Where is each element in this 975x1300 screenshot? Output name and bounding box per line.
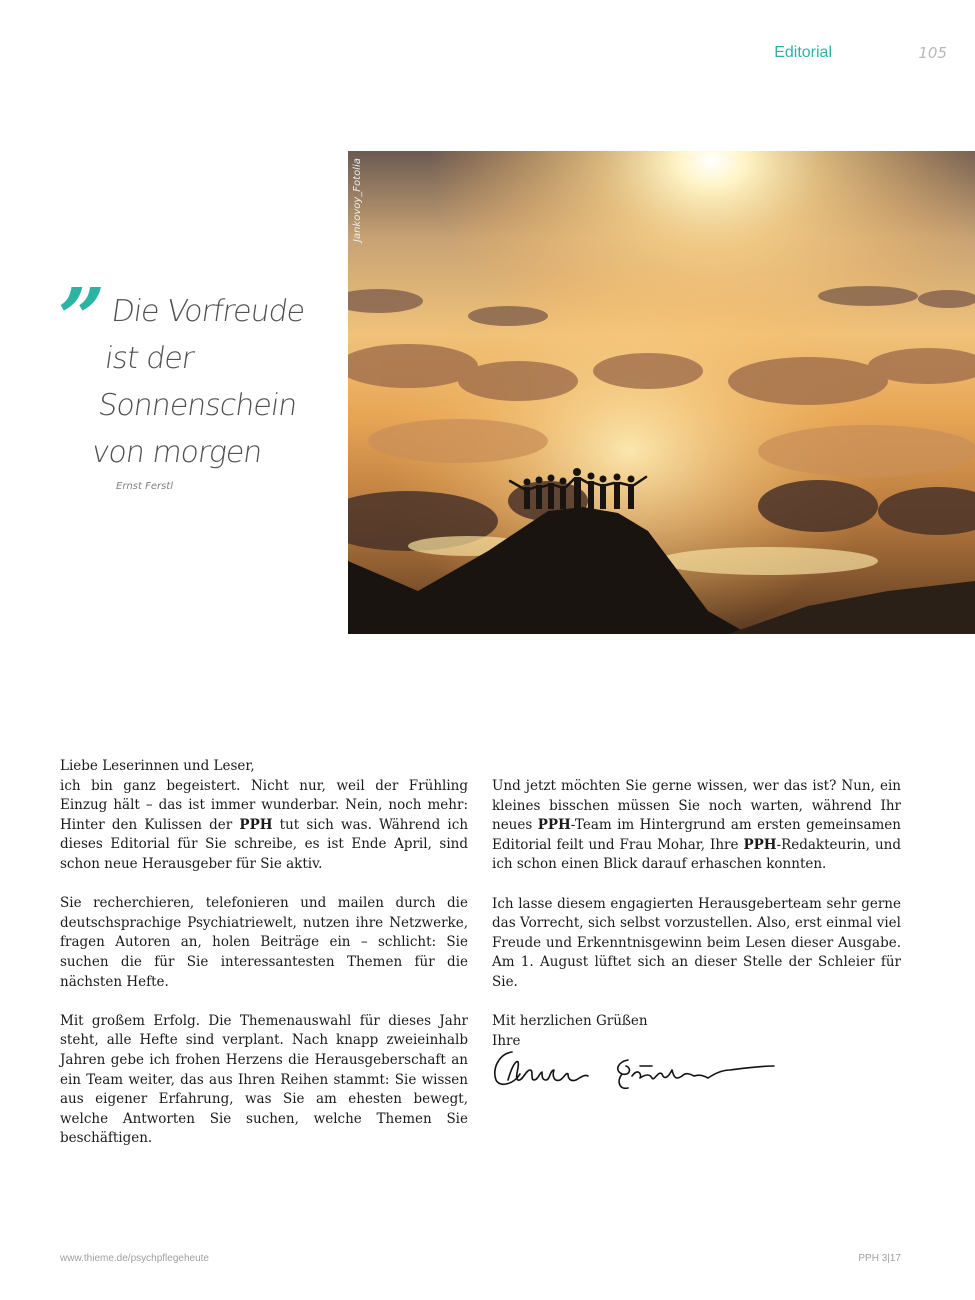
paragraph: Und jetzt möchten Sie gerne wissen, wer das ist? Nun, ein kleines bisschen müssen Sie noch warten, während Ihr neues PPH-Team im Hintergrund am ersten gemeinsamen Editorial feilt und Frau Mohar, Ihre PPH-Redakteurin, und ich schon einen Blick darauf erhaschen konnten. [492,778,901,873]
sunset-photo [348,151,975,634]
quote-line: Die Vorfreude [109,294,307,329]
photo-credit: Jankovoy_Fotolia [352,158,363,242]
footer-issue: PPH 3|17 [858,1253,901,1264]
footer-url: www.thieme.de/psychpflegeheute [60,1253,209,1264]
quote-line: ist der [102,341,196,376]
quote-author: Ernst Ferstl [116,481,174,492]
paragraph: Ich lasse diesem engagierten Herausgeberteam sehr gerne das Vorrecht, sich selbst vorzustellen. Also, erst einmal viel Freude und Erkenntnisgewinn beim Lesen dieser Ausgabe. Am 1. August lüftet sich an dieser Stelle der Schleier für Sie. [492,895,901,990]
quote-line: von morgen [89,435,264,470]
section-title: Editorial [774,44,832,61]
letter-column-left [60,757,468,1168]
brand-abbrev: PPH [239,816,273,833]
paragraph: Sie recherchieren, telefonieren und mailen durch die deutschsprachige Psychiatriewelt, nutzen ihre Netzwerke, fragen Autoren an, holen Beiträge ein – schlicht: Sie suchen die für Sie interessantesten Themen für die nächsten Hefte. [60,895,468,990]
closing-ihre: Ihre [492,1032,521,1049]
brand-abbrev: PPH [537,817,571,834]
salutation: Liebe Leserinnen und Leser, [60,758,255,774]
handwritten-signature [490,1040,780,1100]
letter-column-right [492,777,901,1051]
pull-quote [89,288,340,476]
brand-abbrev: PPH [743,836,777,853]
paragraph: Mit großem Erfolg. Die Themenauswahl für dieses Jahr steht, alle Hefte sind verplant. Nach knapp zweieinhalb Jahren gebe ich frohen Herzens die Herausgeberschaft an ein Team weiter, das aus Ihren Reihen stammt: Sie wissen aus eigener Erfahrung, was Sie am ehesten bewegt, welche Antworten Sie suchen, welche Themen Sie beschäftigen. [60,1012,468,1147]
closing-greeting: Mit herzlichen Grüßen [492,1013,648,1030]
paragraph: ich bin ganz begeistert. Nicht nur, weil der Frühling Einzug hält – das ist immer wunderbar. Nein, noch mehr: Hinter den Kulissen der PPH tut sich was. Während ich dieses Editorial für Sie schreibe, es ist Ende April, sind schon neue Herausgeber für Sie aktiv. [60,777,469,872]
quote-mark-icon: ” [58,271,106,367]
page-number: 105 [918,44,947,62]
quote-line: Sonnenschein [96,388,299,423]
